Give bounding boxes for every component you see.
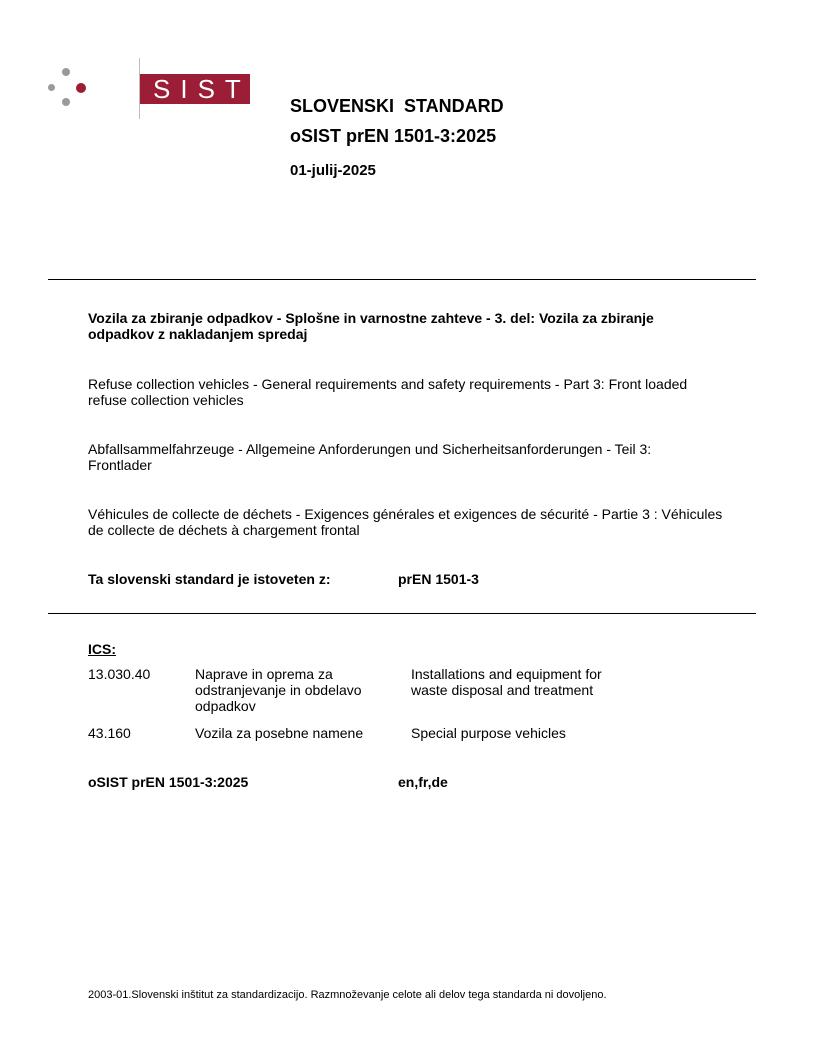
standard-code: oSIST prEN 1501-3:2025 (290, 126, 497, 146)
rule-bottom (48, 613, 756, 614)
identical-value: prEN 1501-3 (398, 571, 479, 587)
logo-dot-left (48, 84, 55, 91)
summary-code: oSIST prEN 1501-3:2025 (88, 774, 249, 790)
title-sl: Vozila za zbiranje odpadkov - Splošne in varnostne zahteve - 3. del: Vozila za zbiranje odpadkov z nakladanjem spredaj (88, 310, 654, 342)
ics-en: Special purpose vehicles (411, 725, 566, 741)
sist-logo (46, 58, 251, 120)
logo-wordmark: SIST (140, 74, 250, 104)
ics-en: Installations and equipment for waste disposal and treatment (411, 666, 602, 698)
title-de: Abfallsammelfahrzeuge - Allgemeine Anforderungen und Sicherheitsanforderungen - Teil 3: Frontlader (88, 441, 652, 473)
logo-dot-center (76, 83, 86, 93)
rule-top (48, 279, 756, 280)
ics-sl: Vozila za posebne namene (195, 725, 364, 741)
ics-sl: Naprave in oprema za odstranjevanje in obdelavo odpadkov (195, 666, 362, 714)
title-en: Refuse collection vehicles - General requirements and safety requirements - Part 3: Front loaded refuse collection vehicles (88, 376, 688, 408)
logo-dot-top (62, 68, 70, 76)
standard-heading: SLOVENSKI STANDARD (290, 96, 504, 116)
summary-languages: en,fr,de (398, 774, 448, 790)
identical-label: Ta slovenski standard je istoveten z: (88, 571, 331, 587)
ics-code: 43.160 (88, 725, 131, 741)
ics-code: 13.030.40 (88, 666, 151, 682)
title-fr: Véhicules de collecte de déchets - Exigences générales et exigences de sécurité - Partie 3 : Véhicules de collecte de déchets à chargement frontal (88, 506, 723, 538)
logo-dot-bottom (62, 98, 70, 106)
standard-date: 01-julij-2025 (290, 162, 376, 179)
copyright-footer: 2003-01.Slovenski inštitut za standardizacijo. Razmnoževanje celote ali delov tega standarda ni dovoljeno. (88, 989, 607, 1001)
ics-heading: ICS: (88, 641, 116, 657)
